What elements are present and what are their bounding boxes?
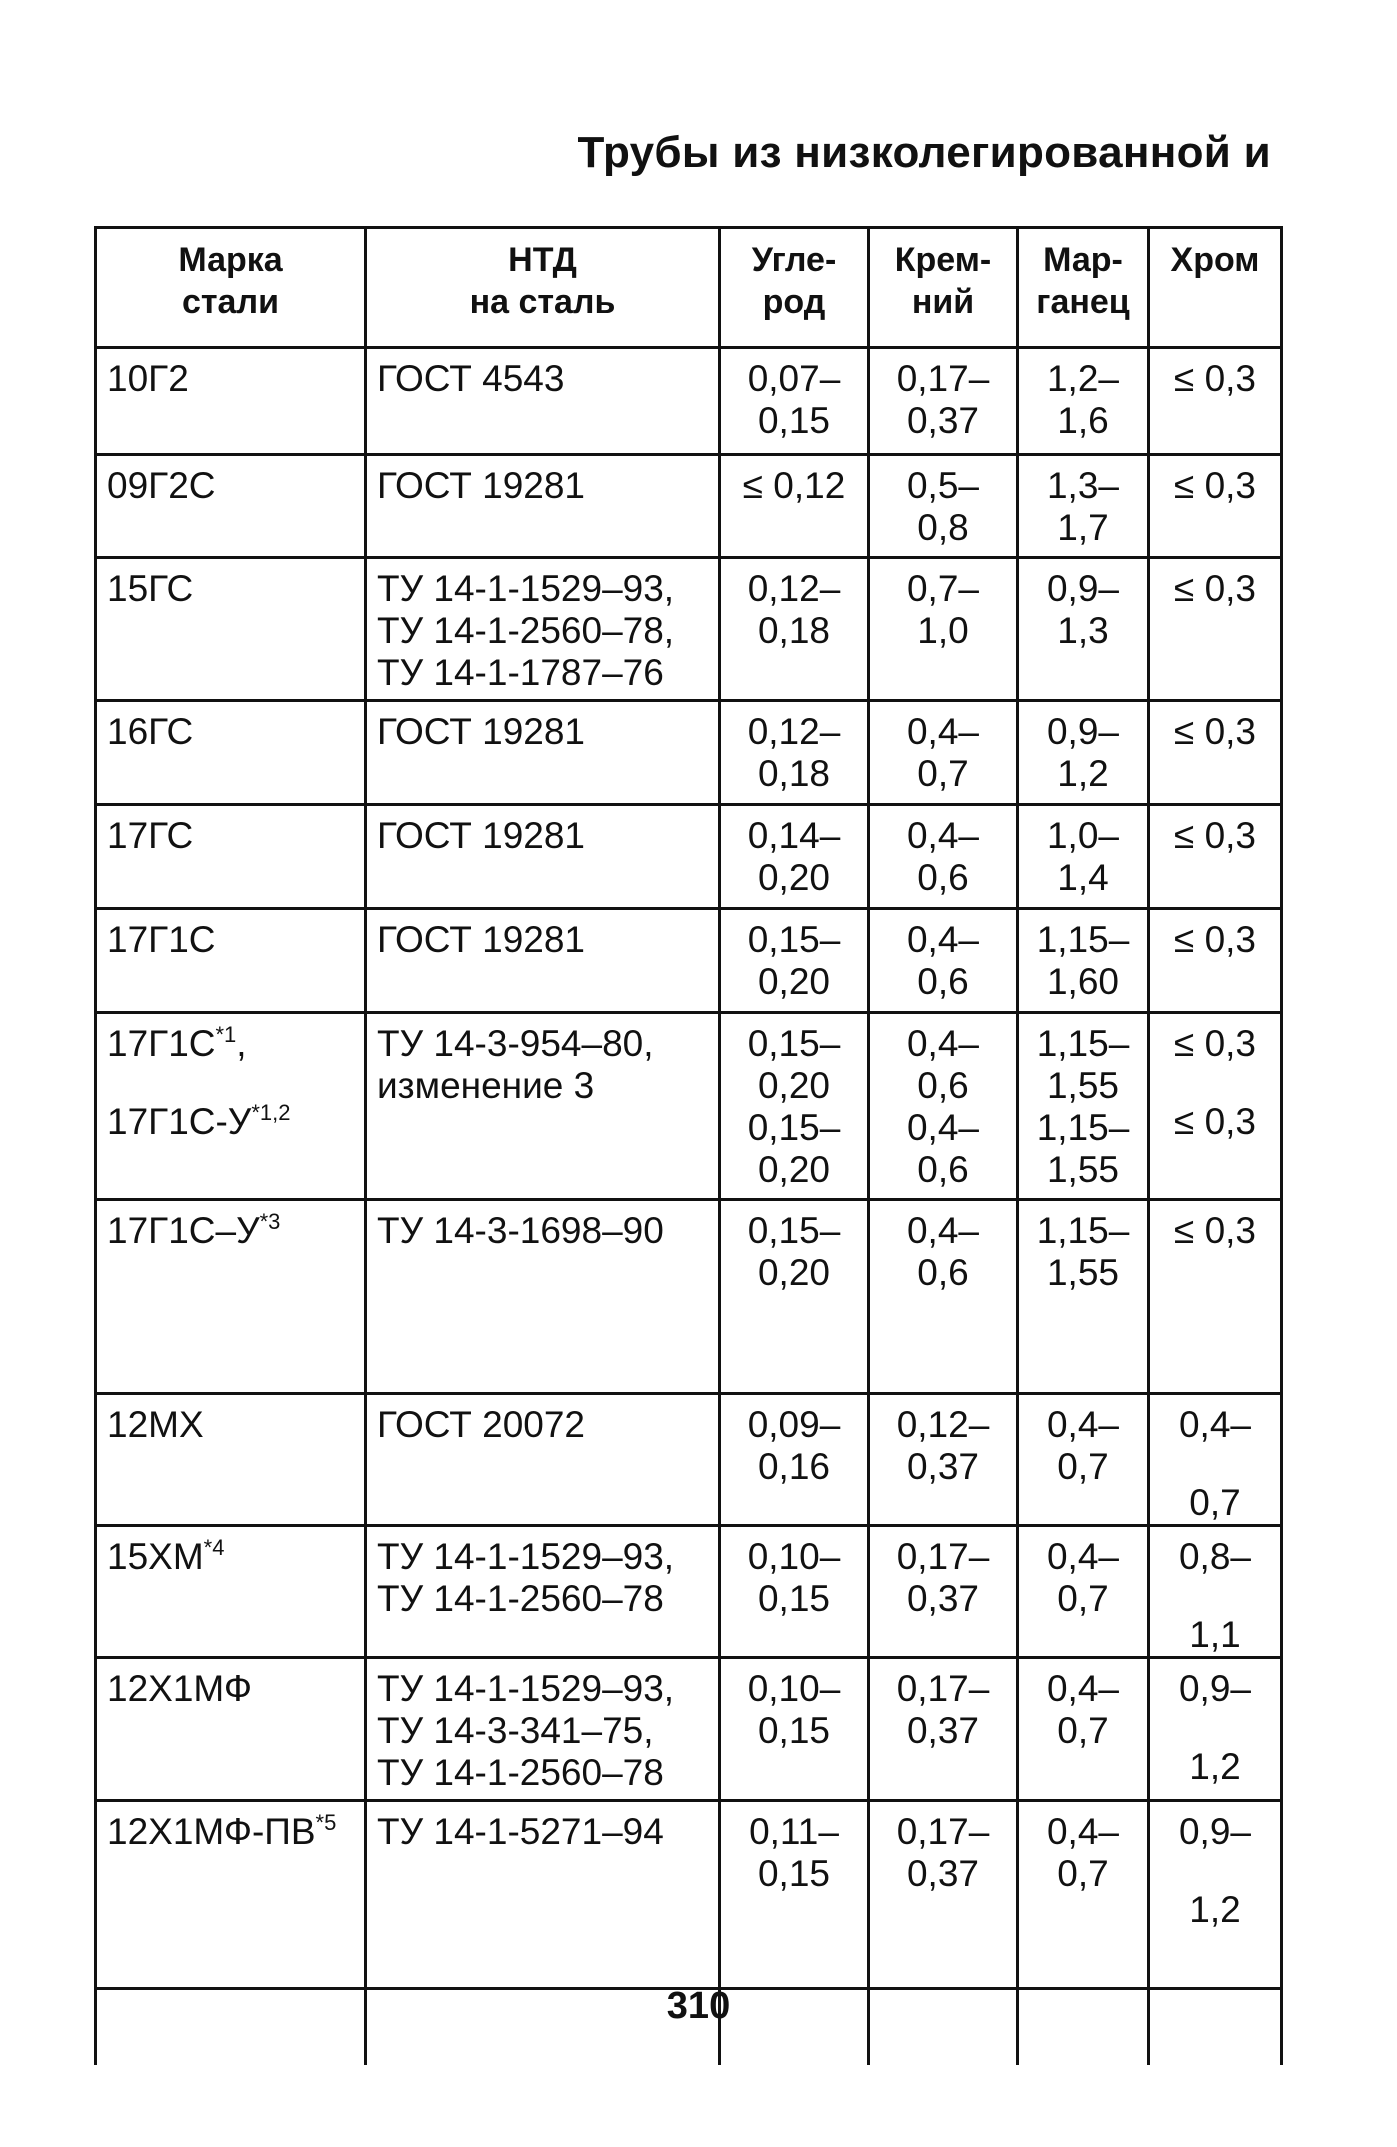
cell-line: ≤ 0,3: [1173, 1210, 1257, 1251]
grade-footnote-mark: *4: [203, 1535, 225, 1560]
cell-line: 1,15–: [1036, 919, 1130, 960]
cell-carbon: [720, 1526, 869, 1658]
grade-footnote-mark: *1: [215, 1022, 237, 1047]
header-line: Угле-: [751, 241, 837, 279]
cell-chromium: [1149, 1013, 1282, 1200]
cell-chromium: [1149, 909, 1282, 1013]
cell-ntd: [366, 1526, 720, 1658]
cell-line: 0,20: [757, 961, 830, 1002]
cell-line: 0,8–: [1178, 1536, 1251, 1577]
cell-line: ГОСТ 19281: [377, 815, 585, 856]
cell-line: 0,15: [757, 1578, 830, 1619]
cell-chromium: [1149, 348, 1282, 455]
cell-manganese: [1018, 348, 1149, 455]
header-line: Марка: [178, 241, 283, 279]
cell-line: 1,15–: [1036, 1107, 1130, 1148]
table-row: [96, 558, 1282, 701]
header-line: стали: [182, 283, 279, 321]
cell-line: 0,4–: [906, 1210, 979, 1251]
cell-line: 0,9–: [1178, 1811, 1251, 1852]
grade-text: 09Г2С: [107, 465, 216, 506]
table-header-row: [96, 228, 1282, 348]
header-line: Мар-: [1043, 241, 1123, 279]
cell-carbon: [720, 348, 869, 455]
cell-line: 1,4: [1057, 857, 1109, 898]
grade-text: 16ГС: [107, 711, 194, 752]
cell-silicon: [869, 805, 1018, 909]
cell-line: 0,9–: [1178, 1668, 1251, 1709]
cell-carbon: [720, 805, 869, 909]
cell-line: 0,4–: [906, 711, 979, 752]
header-line: на сталь: [469, 283, 616, 321]
cell-line: 0,37: [906, 1578, 979, 1619]
table-row: [96, 455, 1282, 558]
cell-line: 0,11–: [749, 1811, 839, 1852]
cell-line: 1,55: [1046, 1252, 1119, 1293]
cell-line: 0,10–: [747, 1668, 841, 1709]
grade-text: 12Х1МФ: [107, 1668, 252, 1709]
cell-line: 0,20: [757, 1065, 830, 1106]
cell-line: 0,37: [906, 1446, 979, 1487]
cell-ntd: [366, 805, 720, 909]
cell-steel-grade: [96, 1658, 366, 1801]
cell-line: 0,7: [1057, 1578, 1109, 1619]
cell-silicon: [869, 455, 1018, 558]
cell-line: 1,7: [1057, 507, 1109, 548]
cell-spacer: [107, 1065, 356, 1101]
cell-line: 0,7: [917, 753, 969, 794]
header-steel-grade: [96, 228, 366, 348]
cell-line: 0,9–: [1046, 711, 1119, 752]
cell-carbon: [720, 909, 869, 1013]
cell-steel-grade: [96, 701, 366, 805]
cell-line: 0,7: [1057, 1446, 1109, 1487]
cell-line: 0,20: [757, 1252, 830, 1293]
cell-line: 1,2–: [1046, 358, 1119, 399]
cell-manganese: [1018, 1658, 1149, 1801]
cell-steel-grade: [96, 909, 366, 1013]
cell-manganese: [1018, 1200, 1149, 1394]
cell-manganese: [1018, 1013, 1149, 1200]
cell-line: 0,8: [917, 507, 969, 548]
cell-carbon: [720, 1801, 869, 1989]
cell-spacer: [1158, 1853, 1272, 1889]
cell-silicon: [869, 558, 1018, 701]
cell-line: 0,6: [917, 1252, 969, 1293]
grade-line: [107, 919, 356, 961]
cell-line: 0,17–: [896, 1811, 990, 1852]
cell-line: 0,4–: [906, 815, 979, 856]
cell-spacer: [1158, 1446, 1272, 1482]
grade-line: [107, 358, 356, 400]
header-silicon: [869, 228, 1018, 348]
cell-line: 0,4–: [906, 919, 979, 960]
cell-line: ТУ 14-1-5271–94: [377, 1811, 664, 1852]
cell-ntd: [366, 455, 720, 558]
cell-line: 1,15–: [1036, 1210, 1130, 1251]
cell-line: 1,1: [1189, 1614, 1241, 1655]
table-row: [96, 1658, 1282, 1801]
grade-line: [107, 1811, 356, 1853]
cell-line: 0,18: [757, 610, 830, 651]
cell-line: 0,37: [906, 400, 979, 441]
cell-ntd: [366, 1394, 720, 1526]
cell-ntd: [366, 1200, 720, 1394]
grade-line: [107, 568, 356, 610]
cell-line: 0,7: [1057, 1853, 1109, 1894]
grade-line: [107, 1101, 356, 1143]
cell-chromium: [1149, 455, 1282, 558]
steel-composition-table: [94, 226, 1283, 2065]
cell-spacer: [1158, 1578, 1272, 1614]
cell-line: ≤ 0,12: [742, 465, 846, 506]
cell-ntd: [366, 1658, 720, 1801]
cell-line: 0,17–: [896, 358, 990, 399]
cell-chromium: [1149, 558, 1282, 701]
cell-carbon: [720, 1658, 869, 1801]
header-carbon: [720, 228, 869, 348]
cell-spacer: [1158, 1065, 1272, 1101]
grade-line: [107, 1023, 356, 1065]
grade-text: 17Г1С: [107, 919, 216, 960]
cell-line: 0,14–: [747, 815, 841, 856]
cell-ntd: [366, 701, 720, 805]
cell-steel-grade: [96, 558, 366, 701]
cell-line: 1,55: [1046, 1065, 1119, 1106]
cell-line: 0,4–: [1046, 1404, 1119, 1445]
cell-carbon: [720, 558, 869, 701]
grade-text: 15ГС: [107, 568, 194, 609]
cell-line: 0,17–: [896, 1536, 990, 1577]
cell-line: ГОСТ 4543: [377, 358, 565, 399]
cell-line: 0,10–: [747, 1536, 841, 1577]
grade-text: 12Х1МФ-ПВ: [107, 1811, 316, 1852]
cell-line: 0,4–: [1178, 1404, 1251, 1445]
cell-line: 0,5–: [906, 465, 979, 506]
cell-line: 0,7: [1057, 1710, 1109, 1751]
cell-line: 0,15–: [747, 1210, 841, 1251]
cell-line: 0,4–: [1046, 1668, 1119, 1709]
cell-line: 1,0–: [1046, 815, 1119, 856]
cell-manganese: [1018, 1801, 1149, 1989]
cell-steel-grade: [96, 1200, 366, 1394]
cell-line: ≤ 0,3: [1173, 568, 1257, 609]
cell-manganese: [1018, 1526, 1149, 1658]
cell-carbon: [720, 701, 869, 805]
cell-silicon: [869, 701, 1018, 805]
cell-silicon: [869, 1200, 1018, 1394]
cell-line: 0,9–: [1046, 568, 1119, 609]
grade-text: 17Г1С–У: [107, 1210, 260, 1251]
cell-line: 0,15–: [747, 919, 841, 960]
cell-line: 0,20: [757, 857, 830, 898]
cell-line: 0,37: [906, 1710, 979, 1751]
cell-line: ≤ 0,3: [1173, 1023, 1257, 1064]
page-title: Трубы из низколегированной и: [577, 128, 1271, 177]
cell-line: 1,6: [1057, 400, 1109, 441]
table-row: [96, 1526, 1282, 1658]
grade-footnote-mark: *3: [259, 1209, 281, 1234]
cell-chromium: [1149, 1801, 1282, 1989]
cell-line: 1,2: [1057, 753, 1109, 794]
cell-silicon: [869, 1526, 1018, 1658]
grade-line: [107, 815, 356, 857]
cell-steel-grade: [96, 1394, 366, 1526]
cell-line: ГОСТ 20072: [377, 1404, 585, 1445]
cell-line: 0,15–: [747, 1023, 841, 1064]
cell-line: 0,12–: [747, 711, 841, 752]
cell-line: 1,15–: [1036, 1023, 1130, 1064]
cell-line: ≤ 0,3: [1173, 919, 1257, 960]
cell-chromium: [1149, 1394, 1282, 1526]
cell-line: ГОСТ 19281: [377, 919, 585, 960]
table-row: [96, 1200, 1282, 1394]
cell-steel-grade: [96, 805, 366, 909]
cell-steel-grade: [96, 348, 366, 455]
cell-steel-grade: [96, 1526, 366, 1658]
cell-line: 0,37: [906, 1853, 979, 1894]
cell-manganese: [1018, 909, 1149, 1013]
cell-chromium: [1149, 1526, 1282, 1658]
cell-ntd: [366, 1013, 720, 1200]
cell-line: 0,7–: [906, 568, 979, 609]
grade-suffix: ,: [236, 1023, 247, 1064]
cell-manganese: [1018, 805, 1149, 909]
cell-line: ТУ 14-1-1529–93,: [377, 568, 675, 609]
cell-line: ≤ 0,3: [1173, 711, 1257, 752]
cell-line: ГОСТ 19281: [377, 465, 585, 506]
cell-line: 0,4–: [906, 1107, 979, 1148]
cell-line: 0,15–: [747, 1107, 841, 1148]
cell-line: ТУ 14-1-2560–78: [377, 1752, 664, 1793]
cell-line: 0,12–: [896, 1404, 990, 1445]
cell-manganese: [1018, 1394, 1149, 1526]
cell-chromium: [1149, 805, 1282, 909]
cell-silicon: [869, 348, 1018, 455]
table-row: [96, 701, 1282, 805]
cell-line: 0,15: [757, 1710, 830, 1751]
cell-line: ТУ 14-3-341–75,: [377, 1710, 654, 1751]
cell-silicon: [869, 1394, 1018, 1526]
header-chromium: [1149, 228, 1282, 348]
cell-ntd: [366, 348, 720, 455]
cell-line: 1,55: [1046, 1149, 1119, 1190]
header-line: Крем-: [894, 241, 992, 279]
cell-steel-grade: [96, 1801, 366, 1989]
table-row: [96, 348, 1282, 455]
cell-line: 1,3–: [1046, 465, 1119, 506]
page-number: 310: [666, 1985, 731, 2027]
cell-line: 0,7: [1189, 1482, 1241, 1523]
cell-carbon: [720, 1394, 869, 1526]
cell-silicon: [869, 1801, 1018, 1989]
cell-chromium: [1149, 701, 1282, 805]
grade-line: [107, 465, 356, 507]
cell-line: 0,6: [917, 1149, 969, 1190]
grade-footnote-mark: *5: [315, 1810, 337, 1835]
grade-text: 10Г2: [107, 358, 189, 399]
grade-line: [107, 1536, 356, 1578]
cell-manganese: [1018, 558, 1149, 701]
table-row: [96, 1013, 1282, 1200]
cell-line: 0,4–: [1046, 1536, 1119, 1577]
cell-line: 0,4–: [906, 1023, 979, 1064]
cell-silicon: [869, 1013, 1018, 1200]
grade-line: [107, 1404, 356, 1446]
cell-line: 0,6: [917, 1065, 969, 1106]
cell-line: ≤ 0,3: [1173, 358, 1257, 399]
grade-text: 17Г1С: [107, 1023, 216, 1064]
cell-line: 0,6: [917, 961, 969, 1002]
grade-text: 17ГС: [107, 815, 194, 856]
cell-line: 0,18: [757, 753, 830, 794]
cell-line: 0,4–: [1046, 1811, 1119, 1852]
cell-line: ГОСТ 19281: [377, 711, 585, 752]
grade-text: 12МХ: [107, 1404, 204, 1445]
header-manganese: [1018, 228, 1149, 348]
cell-line: 0,07–: [747, 358, 841, 399]
cell-carbon: [720, 1200, 869, 1394]
cell-line: 0,6: [917, 857, 969, 898]
cell-silicon: [869, 1658, 1018, 1801]
cell-manganese: [1018, 701, 1149, 805]
cell-ntd: [366, 909, 720, 1013]
grade-line: [107, 1668, 356, 1710]
grade-line: [107, 711, 356, 753]
cell-steel-grade: [96, 455, 366, 558]
cell-chromium: [1149, 1200, 1282, 1394]
cell-line: 1,2: [1189, 1889, 1241, 1930]
cell-manganese: [1018, 455, 1149, 558]
cell-line: 0,16: [757, 1446, 830, 1487]
cell-line: ТУ 14-3-954–80,: [377, 1023, 654, 1064]
cell-line: 0,15: [757, 1853, 830, 1894]
cell-line: 1,2: [1189, 1746, 1241, 1787]
cell-line: ≤ 0,3: [1173, 465, 1257, 506]
cell-line: ТУ 14-1-2560–78,: [377, 610, 675, 651]
cell-chromium: [1149, 1658, 1282, 1801]
header-line: род: [762, 283, 826, 321]
table-row: [96, 909, 1282, 1013]
header-line: НТД: [508, 241, 577, 279]
cell-line: 0,17–: [896, 1668, 990, 1709]
table-row: [96, 1394, 1282, 1526]
header-ntd: [366, 228, 720, 348]
cell-line: ≤ 0,3: [1173, 1101, 1257, 1142]
cell-line: ТУ 14-1-1529–93,: [377, 1668, 675, 1709]
cell-line: ТУ 14-3-1698–90: [377, 1210, 664, 1251]
cell-line: 1,60: [1046, 961, 1119, 1002]
header-line: Хром: [1170, 241, 1260, 279]
grade-line: [107, 1210, 356, 1252]
header-line: ний: [911, 283, 975, 321]
cell-silicon: [869, 909, 1018, 1013]
grade-text: 17Г1С-У: [107, 1101, 252, 1142]
cell-steel-grade: [96, 1013, 366, 1200]
cell-carbon: [720, 455, 869, 558]
cell-line: ТУ 14-1-1529–93,: [377, 1536, 675, 1577]
cell-line: ТУ 14-1-1787–76: [377, 652, 664, 693]
cell-line: ≤ 0,3: [1173, 815, 1257, 856]
cell-carbon: [720, 1013, 869, 1200]
cell-ntd: [366, 558, 720, 701]
cell-line: ТУ 14-1-2560–78: [377, 1578, 664, 1619]
header-line: ганец: [1036, 283, 1130, 321]
table-row: [96, 1801, 1282, 1989]
grade-text: 15ХМ: [107, 1536, 204, 1577]
cell-line: 1,0: [917, 610, 969, 651]
cell-line: 0,09–: [747, 1404, 841, 1445]
cell-line: 1,3: [1057, 610, 1109, 651]
cell-line: изменение 3: [377, 1065, 595, 1106]
grade-footnote-mark: *1,2: [251, 1100, 291, 1125]
table-row: [96, 805, 1282, 909]
cell-line: 0,20: [757, 1149, 830, 1190]
cell-ntd: [366, 1801, 720, 1989]
cell-line: 0,12–: [747, 568, 841, 609]
cell-line: 0,15: [757, 400, 830, 441]
cell-spacer: [1158, 1710, 1272, 1746]
